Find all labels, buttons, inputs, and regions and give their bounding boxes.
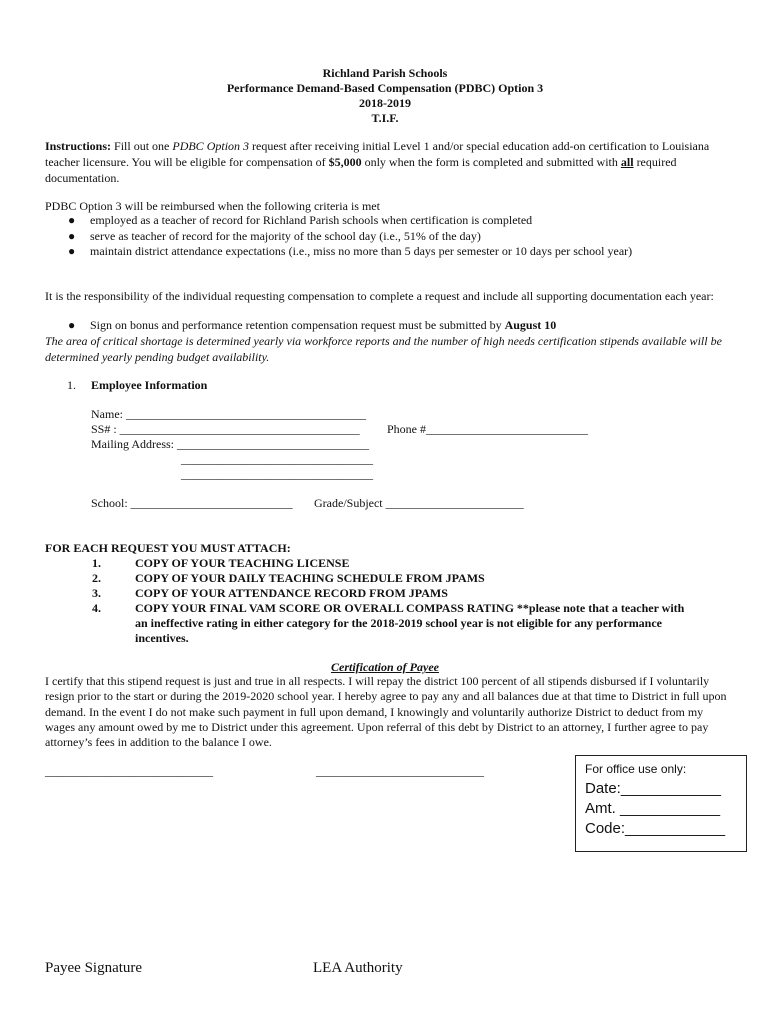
- criteria-intro: PDBC Option 3 will be reimbursed when the following criteria is met: [45, 199, 380, 213]
- attach-item: [45, 586, 448, 601]
- school-field[interactable]: School: ___________________________: [91, 496, 293, 510]
- attach-item: [45, 571, 485, 586]
- criteria-list: [68, 213, 632, 260]
- attach-text: COPY OF YOUR ATTENDANCE RECORD FROM JPAMS: [135, 586, 448, 600]
- bullet-icon: ●: [68, 318, 76, 332]
- criteria-text: maintain district attendance expectations (i.e., miss no more than 5 days per semester or 10 days per school year): [90, 244, 633, 258]
- attach-text: COPY OF YOUR TEACHING LICENSE: [135, 556, 350, 570]
- document-header: [0, 66, 770, 126]
- deadline-date: August 10: [504, 318, 557, 332]
- instructions-all: all: [620, 155, 634, 169]
- attach-text: COPY YOUR FINAL VAM SCORE OR OVERALL COMPASS RATING **please note that a teacher with: [135, 601, 685, 615]
- attach-text: COPY OF YOUR DAILY TEACHING SCHEDULE FROM JPAMS: [135, 571, 485, 585]
- office-use-box: [575, 755, 747, 852]
- deadline-item: [68, 318, 556, 333]
- lea-authority-line[interactable]: ____________________________: [316, 764, 484, 778]
- office-date-field: Date:____________: [585, 780, 721, 797]
- certification-text: I certify that this stipend request is just and true in all respects. I will repay the district 100 percent of all stipends disbursed if I voluntarily resign prior to the start or during the 2019-2020 school year. I hereby agree to pay any and all balances due at that time to District in full upon demand. In the event I do not make such payment in full upon demand, I knowingly and voluntarily authorize District to deduct from my wages any amount owed by me to District under this agreement. Upon referral of this debt by District to an attorney, I further agree to pay attorney’s fees in addition to the balance I owe.: [45, 674, 727, 750]
- attach-item: [45, 556, 350, 571]
- form-title: Performance Demand-Based Compensation (PDBC) Option 3: [226, 81, 544, 95]
- instructions-label: Instructions:: [45, 139, 112, 153]
- name-field[interactable]: Name: ________________________________________: [91, 407, 366, 421]
- mailing-address-line-3[interactable]: ________________________________: [181, 467, 373, 481]
- criteria-text: employed as a teacher of record for Richland Parish schools when certification is completed: [90, 213, 533, 227]
- office-use-label: For office use only:: [585, 762, 687, 776]
- grade-subject-field[interactable]: Grade/Subject _______________________: [314, 496, 524, 510]
- instructions-text: Fill out one: [111, 139, 173, 153]
- school-year: 2018-2019: [359, 96, 411, 110]
- section-number: 1.: [67, 378, 76, 392]
- employee-info-title: Employee Information: [91, 378, 208, 392]
- lea-authority-label: LEA Authority: [313, 960, 403, 976]
- instructions-option: PDBC Option 3: [172, 139, 250, 153]
- office-code-field: Code:____________: [585, 820, 726, 837]
- attach-item: [45, 601, 685, 616]
- criteria-item: [68, 229, 632, 245]
- instructions-text: request after receiving initial Level 1 and/or special education add-on certification to Louisiana teacher licensure. You will be eligible for compensation of: [45, 139, 710, 169]
- payee-signature-line[interactable]: ____________________________: [45, 764, 213, 778]
- criteria-text: serve as teacher of record for the majority of the school day (i.e., 51% of the day): [90, 228, 481, 243]
- attach-item-continued: [45, 616, 663, 631]
- mailing-address-line-2[interactable]: ________________________________: [181, 452, 373, 466]
- phone-field[interactable]: Phone #___________________________: [387, 422, 588, 436]
- bullet-icon: ●: [68, 213, 76, 227]
- attachment-requirements: [45, 541, 685, 646]
- instructions-paragraph: [45, 138, 725, 186]
- attach-text: an ineffective rating in either category for the 2018-2019 school year is not eligible for any performance: [135, 616, 663, 630]
- bullet-icon: ●: [68, 228, 76, 243]
- compensation-amount: $5,000: [328, 155, 362, 169]
- district-name: Richland Parish Schools: [322, 66, 448, 80]
- program-name: T.I.F.: [371, 111, 399, 125]
- critical-shortage-note: The area of critical shortage is determined yearly via workforce reports and the number of high needs certification stipends available will be determined yearly pending budget availability.: [45, 334, 722, 364]
- instructions-text: only when the form is completed and submitted with: [361, 155, 621, 169]
- criteria-item: [68, 213, 632, 229]
- mailing-address-field[interactable]: Mailing Address: ________________________________: [91, 437, 369, 451]
- attach-heading: FOR EACH REQUEST YOU MUST ATTACH:: [45, 541, 291, 555]
- attach-text: incentives.: [135, 631, 189, 645]
- ssn-field[interactable]: SS# : ________________________________________: [91, 422, 360, 436]
- attach-number: 3.: [92, 586, 101, 600]
- attach-item-continued: [45, 631, 291, 646]
- attach-number: 4.: [92, 601, 101, 615]
- attach-number: 1.: [92, 556, 101, 570]
- criteria-item: [68, 244, 632, 260]
- attach-number: 2.: [92, 571, 101, 585]
- deadline-text: Sign on bonus and performance retention compensation request must be submitted by: [90, 318, 505, 332]
- certification-title: Certification of Payee: [331, 660, 439, 674]
- bullet-icon: ●: [68, 244, 76, 258]
- instructions-text: required documentation.: [45, 155, 677, 185]
- payee-signature-label: Payee Signature: [45, 960, 143, 976]
- office-amount-field: Amt. ____________: [585, 800, 721, 817]
- responsibility-paragraph: It is the responsibility of the individual requesting compensation to complete a request and include all supporting documentation each year:: [45, 289, 714, 303]
